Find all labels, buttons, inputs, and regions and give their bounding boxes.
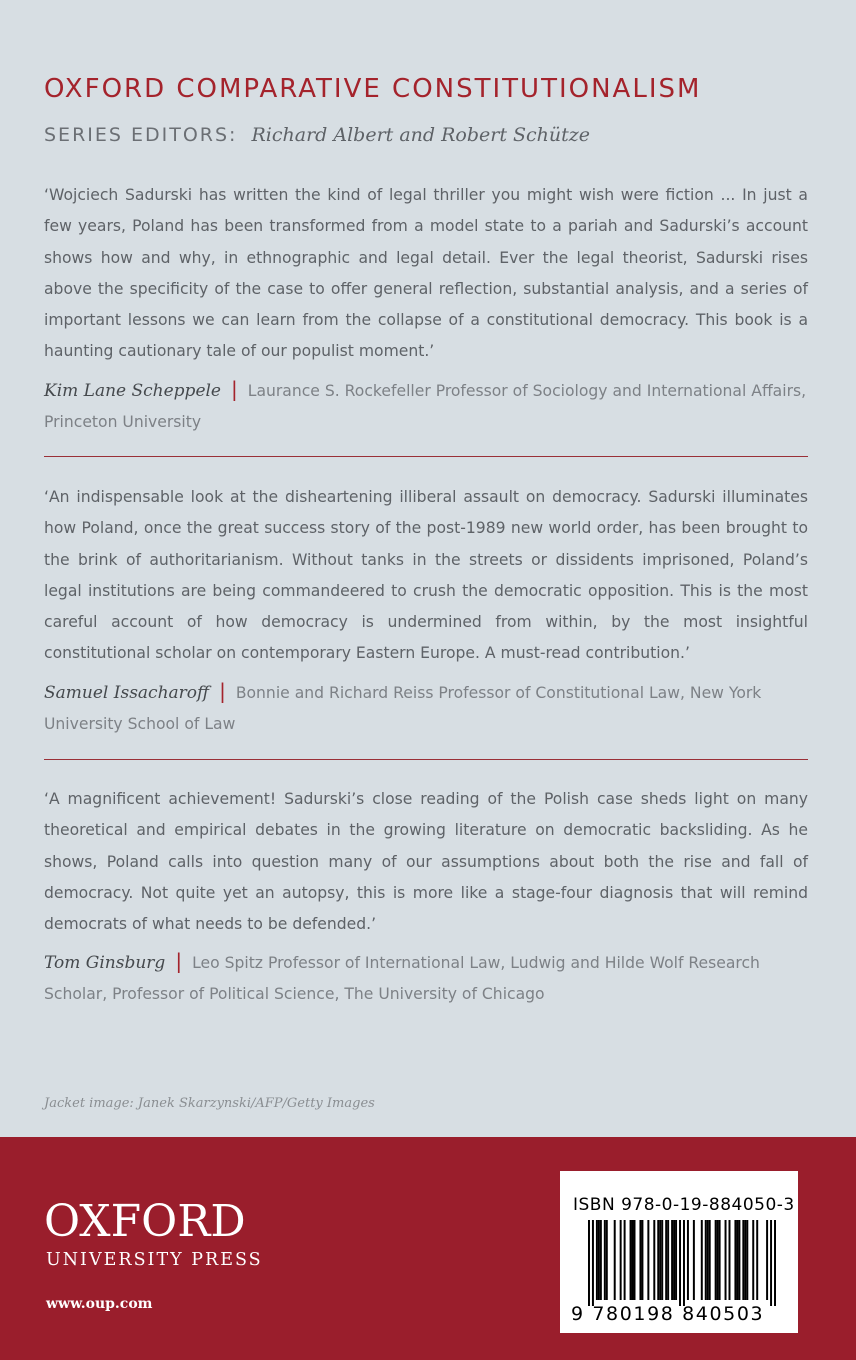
blurb-2-attribution: [44, 676, 808, 740]
barcode-bar: [673, 1220, 675, 1300]
barcode-bar: [665, 1220, 667, 1300]
barcode-bar: [647, 1220, 649, 1300]
blurb-3-name: Tom Ginsburg: [44, 953, 166, 973]
blurb-1-affiliation: Laurance S. Rockefeller Professor of Sociology and International Affairs, Princeton University: [44, 382, 807, 431]
barcode-bar: [653, 1220, 655, 1300]
barcode-bar: [687, 1220, 689, 1300]
barcode-bar: [630, 1220, 632, 1300]
publisher-logo-subname: UNIVERSITY PRESS: [46, 1250, 263, 1270]
blurb-3-separator: |: [175, 949, 183, 973]
barcode-bar: [756, 1220, 758, 1300]
divider-2: [44, 759, 808, 760]
divider-1: [44, 456, 808, 457]
blurb-3-attribution: [44, 946, 808, 1010]
barcode-bar: [693, 1220, 695, 1300]
jacket-credit: Jacket image: Janek Skarzynski/AFP/Getty Images: [44, 1096, 375, 1111]
barcode-bar: [679, 1220, 681, 1306]
barcode-bar: [639, 1220, 641, 1300]
barcode-bar: [659, 1220, 661, 1300]
barcode-bar: [746, 1220, 748, 1300]
isbn-digits: 9 780198 840503: [571, 1303, 765, 1325]
barcode-bar: [729, 1220, 731, 1300]
barcode-bar: [620, 1220, 622, 1300]
barcode-bar: [752, 1220, 754, 1300]
barcode-bar: [766, 1220, 768, 1300]
isbn-label: ISBN 978-0-19-884050-3: [573, 1195, 795, 1215]
blurb-3-affiliation: Leo Spitz Professor of International Law, Ludwig and Hilde Wolf Research Scholar, Professor of Political Science, The University of Chicago: [44, 954, 760, 1003]
barcode-bar: [701, 1220, 703, 1300]
barcode-bar: [657, 1220, 659, 1300]
barcode-bar: [744, 1220, 746, 1300]
barcode-bar: [717, 1220, 719, 1300]
barcode-bar: [675, 1220, 677, 1300]
barcode-bar: [600, 1220, 602, 1300]
barcode-bar: [604, 1220, 606, 1300]
series-title: OXFORD COMPARATIVE CONSTITUTIONALISM: [44, 74, 702, 104]
blurb-1-name: Kim Lane Scheppele: [44, 381, 221, 401]
barcode-bar: [707, 1220, 709, 1300]
barcode-bar: [734, 1220, 736, 1300]
barcode-bar: [667, 1220, 669, 1300]
barcode-bar: [641, 1220, 643, 1300]
barcode-bar: [725, 1220, 727, 1300]
barcode-bar: [736, 1220, 738, 1300]
barcode-bar: [683, 1220, 685, 1306]
publisher-website: www.oup.com: [46, 1296, 153, 1312]
barcode-bar: [614, 1220, 616, 1300]
blurb-2-affiliation: Bonnie and Richard Reiss Professor of Constitutional Law, New York University School of Law: [44, 684, 762, 733]
barcode-bar: [634, 1220, 636, 1300]
series-editors-label: SERIES EDITORS:: [44, 124, 238, 146]
blurb-1-separator: |: [231, 377, 238, 401]
publisher-logo-name: OXFORD: [44, 1196, 246, 1247]
barcode-bar: [719, 1220, 721, 1300]
barcode-bar: [592, 1220, 594, 1306]
blurb-2-name: Samuel Issacharoff: [44, 683, 210, 703]
barcode-bar: [632, 1220, 634, 1300]
blurb-1-attribution: [44, 374, 808, 438]
series-editors-names: Richard Albert and Robert Schütze: [251, 124, 591, 146]
barcode-icon: [588, 1220, 776, 1306]
barcode-bar: [738, 1220, 740, 1300]
barcode-bar: [606, 1220, 608, 1300]
blurb-1-quote: ‘Wojciech Sadurski has written the kind of legal thriller you might wish were fiction ... In just a few years, Poland has been transformed from a model state to a pariah and Sadurski’s account shows how and why, in ethnographic and legal detail. Ever the legal theorist, Sadurski rises above the specificity of the case to offer general reflection, substantial analysis, and a series of important lessons we can learn from the collapse of a constitutional democracy. This book is a haunting cautionary tale of our populist moment.’: [44, 186, 808, 361]
barcode-bar: [715, 1220, 717, 1300]
barcode-bar: [588, 1220, 590, 1306]
series-editors: [44, 124, 590, 146]
barcode-bar: [774, 1220, 776, 1306]
barcode-bar: [661, 1220, 663, 1300]
barcode-bar: [671, 1220, 673, 1300]
blurb-2-separator: |: [219, 679, 226, 703]
barcode-bar: [624, 1220, 626, 1300]
blurb-3-quote: ‘A magnificent achievement! Sadurski’s close reading of the Polish case sheds light on many theoretical and empirical debates in the growing literature on democratic backsliding. As he shows, Poland calls into question many of our assumptions about both the rise and fall of democracy. Not quite yet an autopsy, this is more like a stage-four diagnosis that will remind democrats of what needs to be defended.’: [44, 790, 808, 934]
blurb-2-quote: ‘An indispensable look at the disheartening illiberal assault on democracy. Sadurski illuminates how Poland, once the great success story of the post-1989 new world order, has been brought to the brink of authoritarianism. Without tanks in the streets or dissidents imprisoned, Poland’s legal institutions are being commandeered to crush the democratic opposition. This is the most careful account of how democracy is undermined from within, by the most insightful constitutional scholar on contemporary Eastern Europe. A must-read contribution.’: [44, 488, 808, 663]
barcode-bar: [742, 1220, 744, 1300]
barcode-bar: [709, 1220, 711, 1300]
barcode-bar: [770, 1220, 772, 1306]
barcode-bar: [598, 1220, 600, 1300]
barcode-bar: [596, 1220, 598, 1300]
barcode-bar: [705, 1220, 707, 1300]
